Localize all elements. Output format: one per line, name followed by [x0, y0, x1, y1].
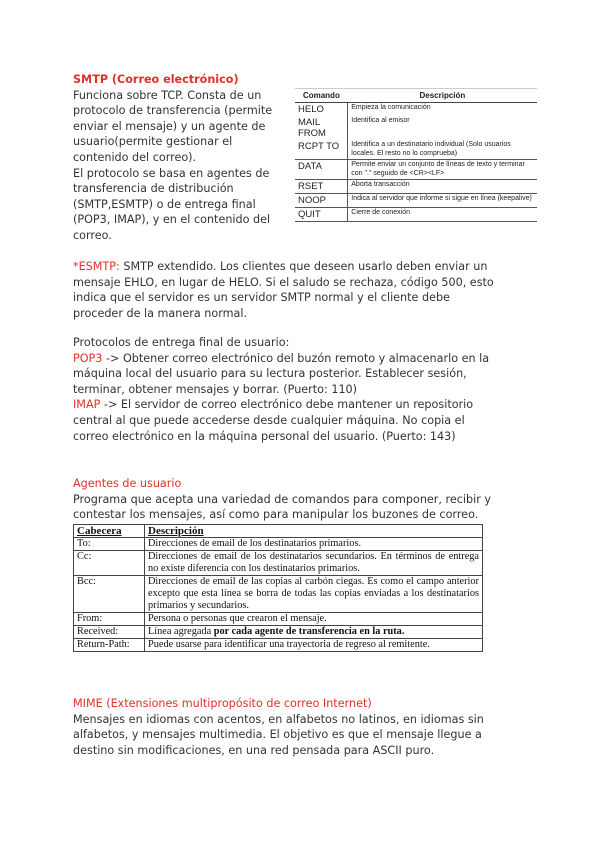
- command-cell: HELO: [298, 104, 324, 115]
- command-cell: RSET: [295, 180, 348, 194]
- description-cell: Direcciones de email de los destinatarios primarios.: [145, 538, 483, 551]
- smtp-line: enviar el mensaje) y un agente de: [73, 119, 266, 133]
- description-bold-text: por cada agente de transferencia en la ruta.: [213, 626, 405, 637]
- table-header: Comando: [295, 89, 348, 103]
- agents-title: Agentes de usuario: [73, 477, 182, 490]
- description-cell: Identifica a un destinatario individual (Solo usuarios locales. El resto no lo comprueba): [348, 140, 537, 160]
- smtp-line: usuario(permite gestionar el: [73, 135, 233, 149]
- description-text: Línea agregada: [148, 626, 214, 637]
- description-cell: Cierre de conexión: [348, 208, 537, 222]
- header-cell: Received:: [74, 626, 145, 639]
- command-cell: DATA: [295, 160, 348, 180]
- pop3-text: -> Obtener correo electrónico del buzón remoto y almacenarlo en la máquina local del usuario para su lectura posterior. Establecer sesión, terminar, obtener mensajes y borrar. (Puerto: 110): [73, 351, 490, 396]
- header-cell: Return-Path:: [74, 639, 145, 652]
- esmtp-paragraph: [73, 259, 503, 321]
- delivery-intro: Protocolos de entrega final de usuario:: [73, 336, 290, 349]
- header-cell: Cc:: [74, 551, 145, 576]
- mime-title: MIME (Extensiones multipropósito de correo Internet): [73, 697, 372, 710]
- command-cell: RCPT TO: [295, 140, 348, 160]
- description-cell: Empieza la comunicación: [348, 103, 537, 117]
- imap-text: -> El servidor de correo electrónico debe mantener un repositorio central al que puede accederse desde cualquier máquina. No copia el correo electrónico en la máquina personal del usuario. (Puerto: 143): [73, 398, 474, 443]
- pop3-label: POP3: [73, 351, 103, 365]
- mime-section: [73, 696, 493, 758]
- description-cell: Identifica al emisor: [348, 116, 537, 140]
- table-row: [295, 116, 537, 140]
- description-cell: Permite enviar un conjunto de líneas de texto y terminar con "." seguido de <CR><LF>: [348, 160, 537, 180]
- smtp-line: El protocolo se basa en agentes de: [73, 166, 270, 180]
- table-row: [74, 538, 483, 551]
- command-cell: MAIL FROM: [298, 117, 326, 139]
- mail-headers-table: [73, 524, 483, 652]
- header-cell: Bcc:: [74, 576, 145, 613]
- delivery-section: [73, 335, 503, 444]
- table-row: [295, 103, 537, 117]
- table-header: Descripción: [348, 89, 537, 103]
- header-cell: From:: [74, 613, 145, 626]
- imap-paragraph: [73, 397, 503, 444]
- table-row: [295, 180, 537, 194]
- table-header: Cabecera: [74, 525, 145, 538]
- imap-label: IMAP: [73, 398, 101, 412]
- agents-text: Programa que acepta una variedad de comandos para componer, recibir y contestar los mensajes, así como para manipular los buzones de correo.: [73, 492, 491, 522]
- header-cell: To:: [74, 538, 145, 551]
- smtp-line: protocolo de transferencia (permite: [73, 104, 273, 118]
- table-header: Descripción: [145, 525, 483, 538]
- smtp-commands-table: [295, 88, 537, 222]
- smtp-title: SMTP (Correo electrónico): [73, 73, 239, 86]
- table-row: [74, 613, 483, 626]
- smtp-line: transferencia de distribución: [73, 182, 234, 196]
- table-row: [295, 160, 537, 180]
- command-cell: NOOP: [295, 194, 348, 208]
- description-cell: [145, 626, 483, 639]
- description-cell: Aborta transacción: [348, 180, 537, 194]
- command-cell: QUIT: [295, 208, 348, 222]
- agents-section: [73, 476, 503, 523]
- description-cell: Indica al servidor que informe si sigue en línea (keepalive): [348, 194, 537, 208]
- smtp-line: Funciona sobre TCP. Consta de un: [73, 88, 262, 102]
- description-cell: Persona o personas que crearon el mensaje.: [145, 613, 483, 626]
- table-row: [74, 626, 483, 639]
- smtp-section: [73, 72, 293, 244]
- table-row: [74, 551, 483, 576]
- description-cell: Puede usarse para identificar una trayectoria de regreso al remitente.: [145, 639, 483, 652]
- smtp-line: (SMTP,ESMTP) o de entrega final: [73, 197, 256, 211]
- esmtp-label: *ESMTP:: [73, 260, 120, 273]
- description-cell: Direcciones de email de los destinatarios secundarios. En términos de entrega no existe diferencia con los destinatarios primarios.: [145, 551, 483, 576]
- mime-text: Mensajes en idiomas con acentos, en alfabetos no latinos, en idiomas sin alfabetos, y mensajes multimedia. El objetivo es que el mensaje llegue a destino sin modificaciones, en una red pensada para ASCII puro.: [73, 712, 484, 757]
- table-row: [295, 208, 537, 222]
- table-row: [74, 576, 483, 613]
- table-row: [295, 140, 537, 160]
- table-row: [74, 639, 483, 652]
- smtp-line: contenido del correo).: [73, 150, 197, 164]
- esmtp-text: SMTP extendido. Los clientes que deseen usarlo deben enviar un mensaje EHLO, en lugar de HELO. Si el saludo se rechaza, código 500, esto indica que el servidor es un servidor SMTP normal y el cliente debe proceder de la manera normal.: [73, 260, 494, 320]
- smtp-line: correo.: [73, 228, 112, 242]
- description-cell: Direcciones de email de las copias al carbón ciegas. Es como el campo anterior excepto que esta línea se borra de todas las copias enviadas a los destinatarios primarios y secundarios.: [145, 576, 483, 613]
- smtp-line: (POP3, IMAP), y en el contenido del: [73, 213, 271, 227]
- pop3-paragraph: [73, 351, 503, 398]
- table-row: [295, 194, 537, 208]
